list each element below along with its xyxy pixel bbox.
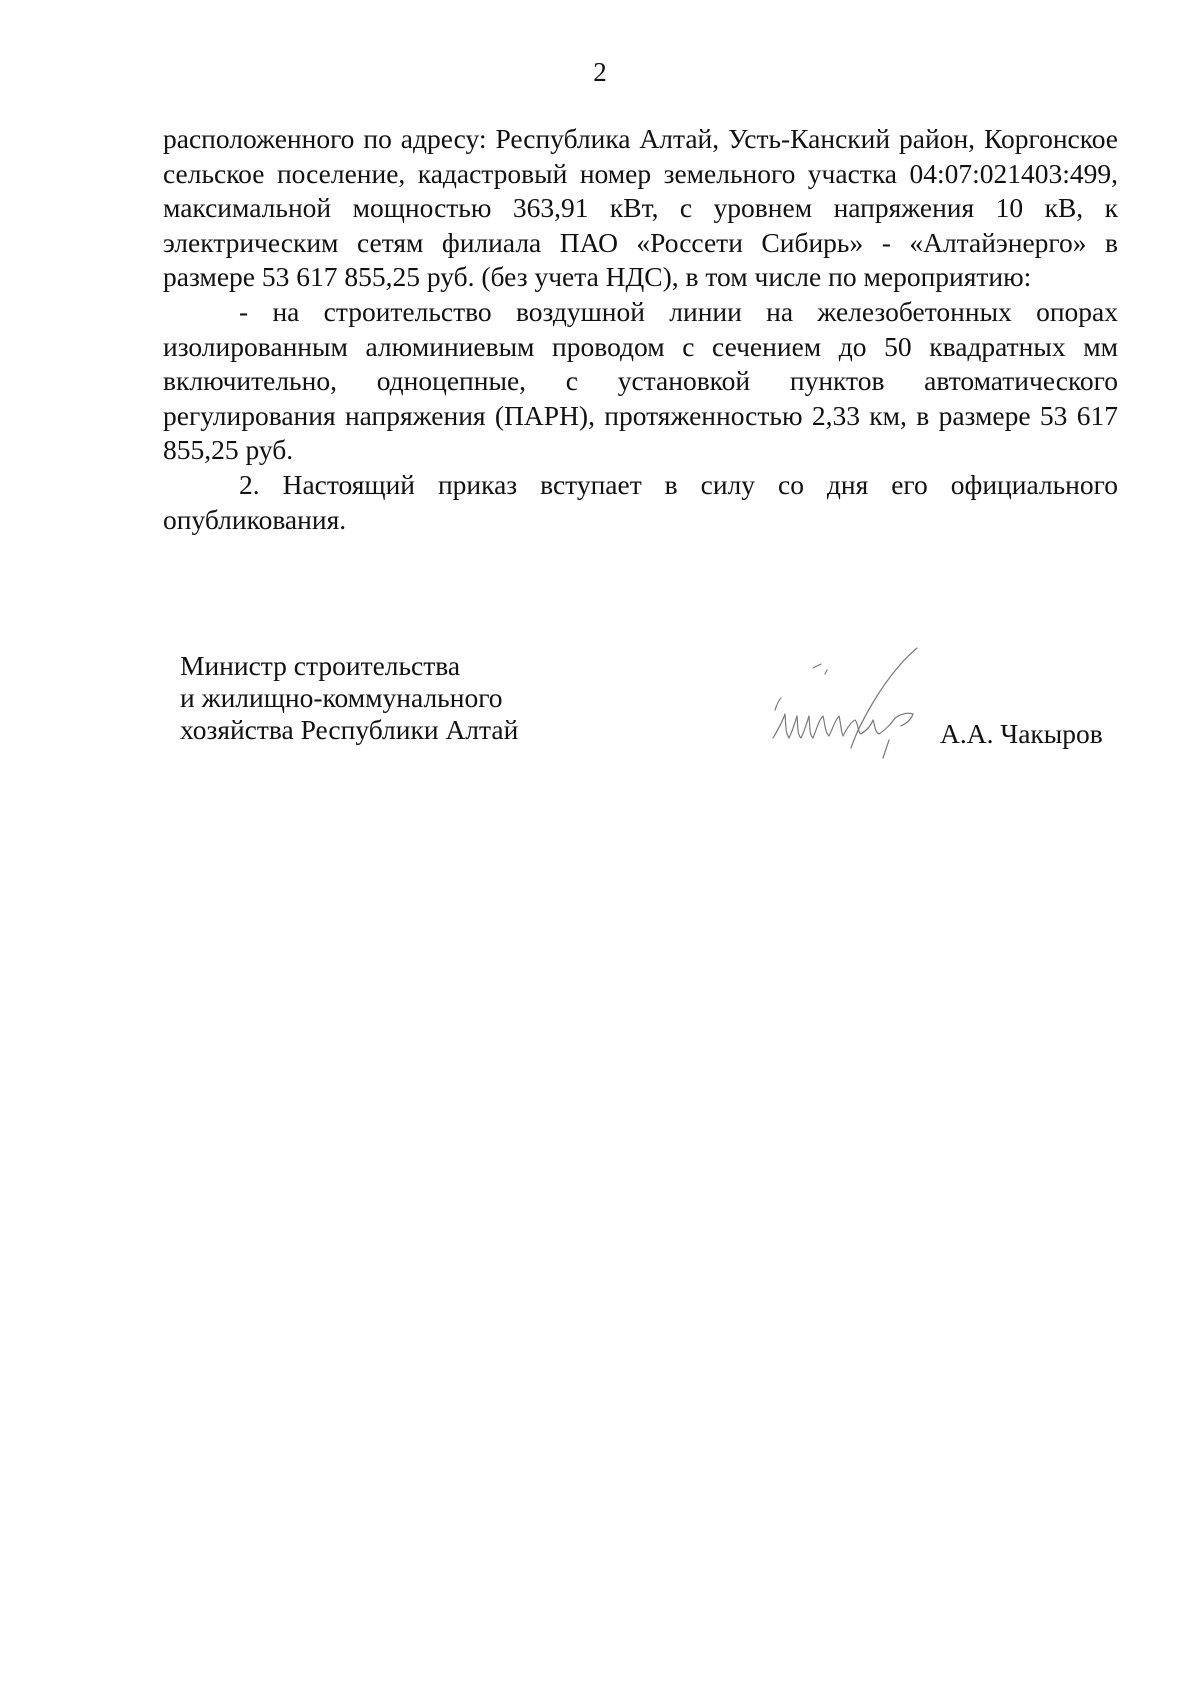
signer-name: А.А. Чакыров	[940, 718, 1103, 749]
page-number: 2	[593, 57, 607, 87]
signer-title-line-1: Министр строительства	[180, 650, 461, 681]
paragraph-effective-date: 2. Настоящий приказ вступает в силу со дня его официального опубликования.	[163, 468, 1118, 535]
paragraph-measure: - на строительство воздушной линии на железобетонных опорах изолированным алюминиевым проводом с сечением до 50 квадратных мм включительно, одноцепные, с установкой пунктов автоматического регулирования напряжения (ПАРН), протяженностью 2,33 км, в размере 53 617 855,25 руб.	[163, 295, 1118, 466]
handwritten-signature	[755, 640, 995, 770]
signer-title	[180, 650, 518, 746]
signature-block	[180, 650, 1140, 790]
signer-title-line-3: хозяйства Республики Алтай	[180, 714, 519, 745]
signer-title-line-2: и жилищно-коммунального	[180, 682, 503, 713]
document-body	[163, 122, 1118, 537]
paragraph-address: расположенного по адресу: Республика Алтай, Усть-Канский район, Коргонское сельское поселение, кадастровый номер земельного участка 04:07:021403:499, максимальной мощностью 363,91 кВт, с уровнем напряжения 10 кВ, к электрическим сетям филиала ПАО «Россети Сибирь» - «Алтайэнерго» в размере 53 617 855,25 руб. (без учета НДС), в том числе по мероприятию:	[163, 123, 1118, 293]
